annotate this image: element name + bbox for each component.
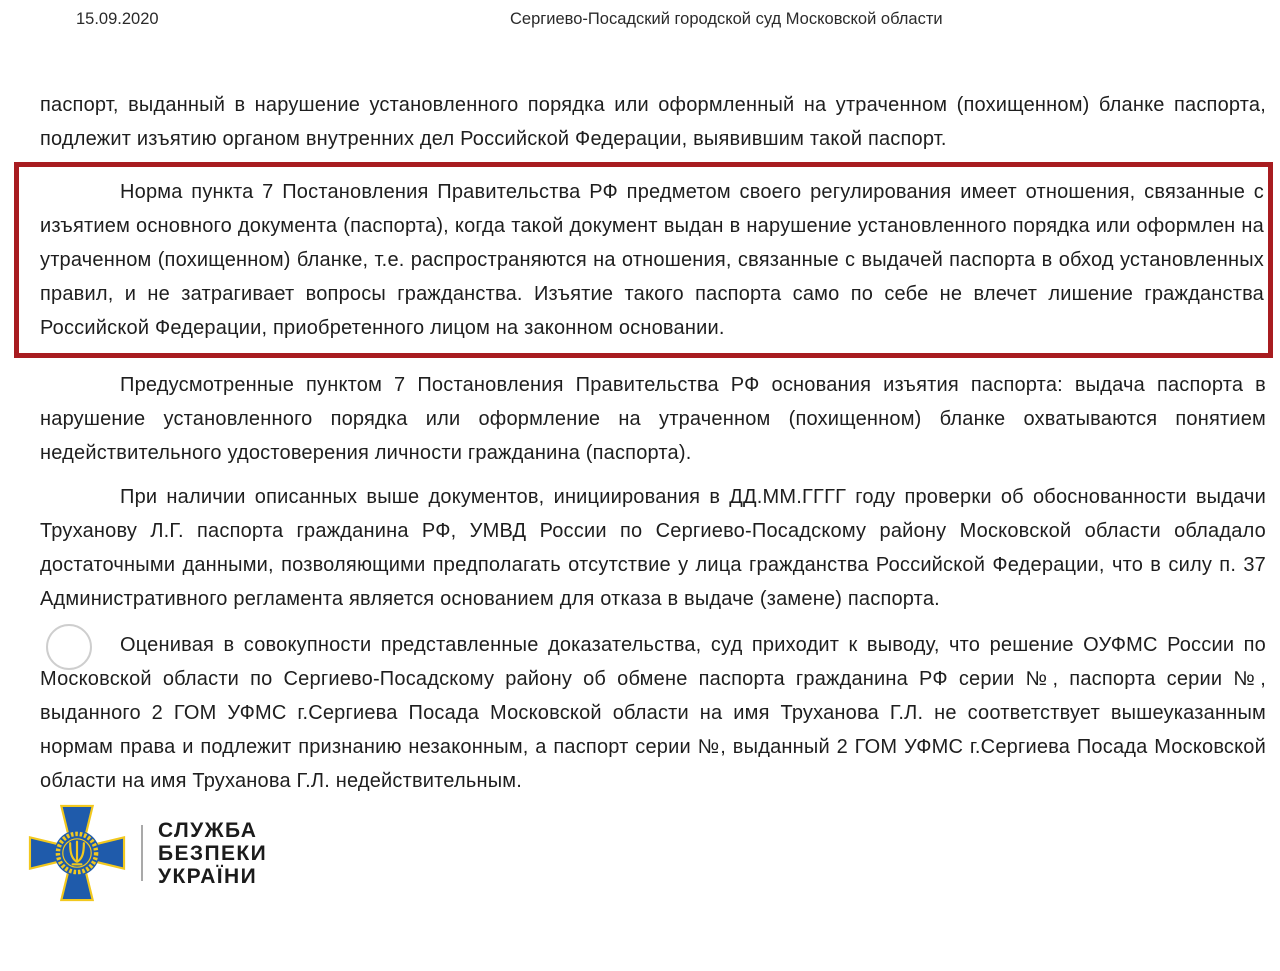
court-name: Сергиево-Посадский городской суд Московской области — [510, 10, 943, 28]
logo-divider — [141, 825, 143, 881]
red-highlight-box — [14, 162, 1273, 358]
sbu-logo-line1: СЛУЖБА — [158, 818, 258, 842]
paragraph-grounds: Предусмотренные пунктом 7 Постановления Правительства РФ основания изъятия паспорта: выдача паспорта в нарушение установленного порядка или оформление на утраченном (похищенном) бланке охватываются понятием недействительного удостоверения личности гражданина (паспорта). — [40, 374, 1266, 464]
paragraph-highlighted-norm: Норма пункта 7 Постановления Правительства РФ предметом своего регулирования имеет отношения, связанные с изъятием основного документа (паспорта), когда такой документ выдан в нарушение установленного порядка или оформлен на утраченном (похищенном) бланке, т.е. распространяются на отношения, связанные с выдачей паспорта в обход установленных правил, и не затрагивает вопросы гражданства. Изъятие такого паспорта само по себе не влечет лишение гражданства Российской Федерации, приобретенного лицом на законном основании. — [40, 181, 1264, 339]
paragraph-passport-seizure: паспорт, выданный в нарушение установленного порядка или оформленный на утраченном (похищенном) бланке паспорта, подлежит изъятию органом внутренних дел Российской Федерации, выявившим такой паспорт. — [40, 94, 1266, 150]
document-header — [0, 0, 1280, 34]
sbu-logo — [28, 804, 1280, 902]
paragraph-conclusion-wrap — [0, 628, 1280, 798]
sbu-logo-line2: БЕЗПЕКИ — [158, 841, 268, 865]
sbu-logo-text — [158, 819, 267, 888]
sbu-logo-line3: УКРАЇНИ — [158, 864, 258, 888]
sbu-cross-emblem-icon — [28, 804, 126, 902]
document-date: 15.09.2020 — [76, 10, 159, 28]
stamp-circle-mark — [46, 624, 92, 670]
paragraph-verification: При наличии описанных выше документов, инициирования в ДД.ММ.ГГГГ году проверки об обоснованности выдачи Труханову Л.Г. паспорта гражданина РФ, УМВД России по Сергиево-Посадскому району Московской области обладало достаточными данными, позволяющими предполагать отсутствие у лица гражданства Российской Федерации, что в силу п. 37 Административного регламента является основанием для отказа в выдаче (замене) паспорта. — [40, 486, 1266, 610]
paragraph-conclusion: Оценивая в совокупности представленные доказательства, суд приходит к выводу, что решение ОУФМС России по Московской области по Сергиево-Посадскому району об обмене паспорта гражданина РФ серии №, паспорта серии №, выданного 2 ГОМ УФМС г.Сергиева Посада Московской области на имя Труханова Г.Л. не соответствует вышеуказанным нормам права и подлежит признанию незаконным, а паспорт серии №, выданный 2 ГОМ УФМС г.Сергиева Посада Московской области на имя Труханова Г.Л. недействительным. — [40, 634, 1266, 792]
